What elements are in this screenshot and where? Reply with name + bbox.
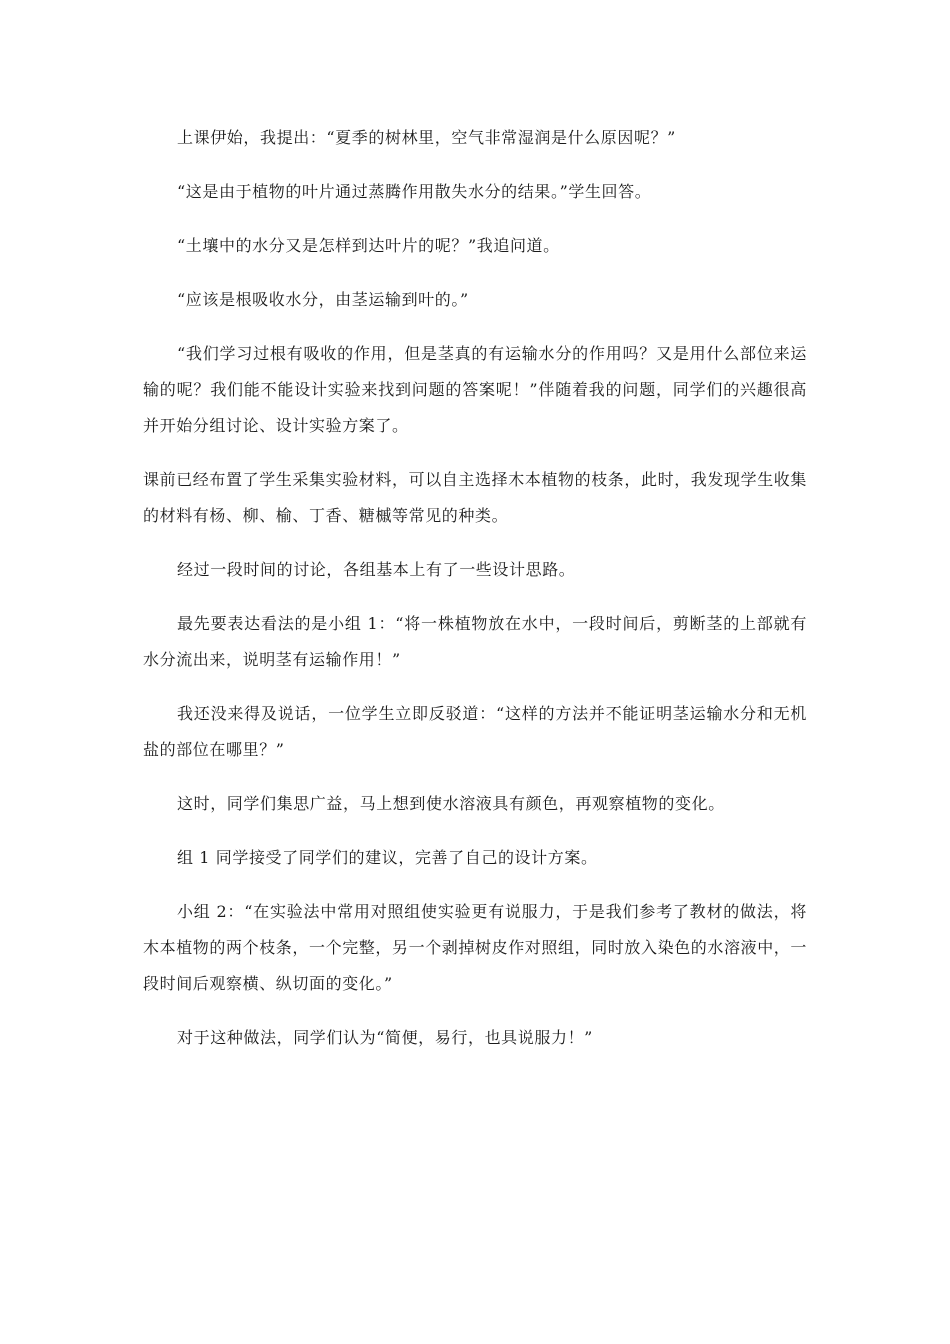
paragraph-4: “应该是根吸收水分，由茎运输到叶的。” [177,290,469,309]
paragraph-9: 我还没来得及说话，一位学生立即反驳道：“这样的方法并不能证明茎运输水分和无机盐的部位在哪里？” [143,704,807,759]
paragraph-11: 组 1 同学接受了同学们的建议，完善了自己的设计方案。 [177,848,598,867]
paragraph-5: “我们学习过根有吸收的作用，但是茎真的有运输水分的作用吗？又是用什么部位来运输的呢？我们能不能设计实验来找到问题的答案呢！”伴随着我的问题，同学们的兴趣很高并开始分组讨论、设计实验方案了。 [143,344,807,435]
paragraph-13: 对于这种做法，同学们认为“简便，易行，也具说服力！” [177,1028,593,1047]
document-body [143,120,807,1074]
paragraph-6: 课前已经布置了学生采集实验材料，可以自主选择木本植物的枝条，此时，我发现学生收集的材料有杨、柳、榆、丁香、糖槭等常见的种类。 [143,470,808,525]
paragraph-3: “土壤中的水分又是怎样到达叶片的呢？”我追问道。 [177,236,560,255]
paragraph-7: 经过一段时间的讨论，各组基本上有了一些设计思路。 [177,560,576,579]
paragraph-10: 这时，同学们集思广益，马上想到使水溶液具有颜色，再观察植物的变化。 [177,794,725,813]
paragraph-8: 最先要表达看法的是小组 1：“将一株植物放在水中，一段时间后，剪断茎的上部就有水分流出来，说明茎有运输作用！” [143,614,807,669]
paragraph-1: 上课伊始，我提出：“夏季的树林里，空气非常湿润是什么原因呢？” [177,128,676,147]
paragraph-12: 小组 2：“在实验法中常用对照组使实验更有说服力，于是我们参考了教材的做法，将木本植物的两个枝条，一个完整，另一个剥掉树皮作对照组，同时放入染色的水溶液中，一段时间后观察横、纵切面的变化。” [143,902,808,993]
paragraph-2: “这是由于植物的叶片通过蒸腾作用散失水分的结果。”学生回答。 [177,182,652,201]
